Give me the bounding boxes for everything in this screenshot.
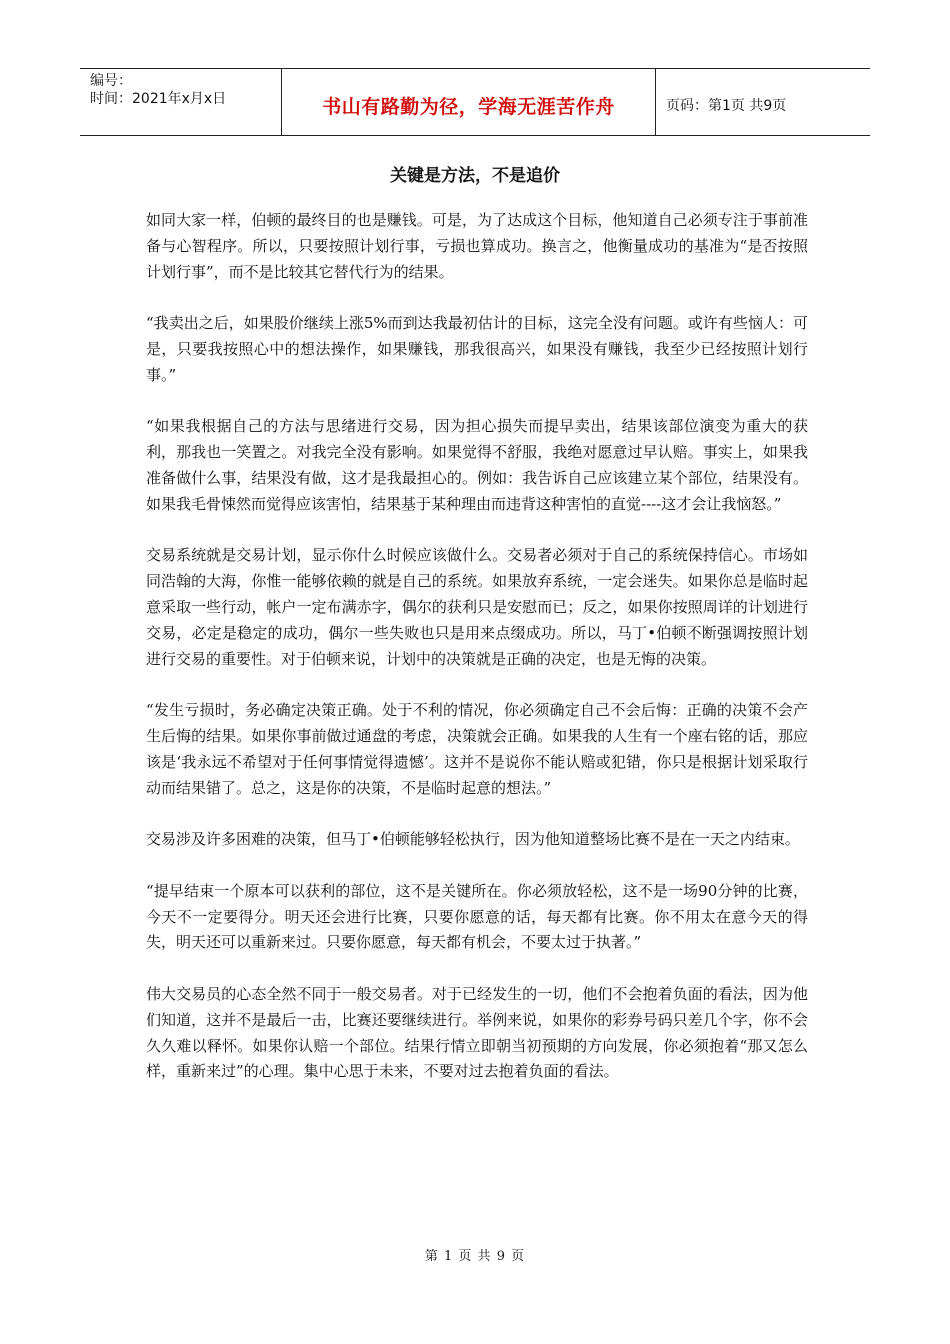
paragraph: 如同大家一样，伯顿的最终目的也是赚钱。可是，为了达成这个目标，他知道自己必须专注于事前准备与心智程序。所以，只要按照计划行事，亏损也算成功。换言之，他衡量成功的基准为“是否按照计划行事”，而不是比较其它替代行为的结果。 <box>146 211 808 281</box>
document-body <box>146 208 808 1111</box>
page-footer: 第 1 页 共 9 页 <box>424 1249 526 1264</box>
paragraph: 交易系统就是交易计划，显示你什么时候应该做什么。交易者必须对于自己的系统保持信心。市场如同浩翰的大海，你惟一能够依赖的就是自己的系统。如果放弃系统，一定会迷失。如果你总是临时起意采取一些行动，帐户一定布满赤字，偶尔的获利只是安慰而已；反之，如果你按照周详的计划进行交易，必定是稳定的成功，偶尔一些失败也只是用来点缀成功。所以，马丁•伯顿不断强调按照计划进行交易的重要性。对于伯顿来说，计划中的决策就是正确的决定，也是无悔的决策。 <box>146 546 808 668</box>
document-header <box>80 68 870 136</box>
paragraph: 交易涉及许多困难的决策，但马丁•伯顿能够轻松执行，因为他知道整场比赛不是在一天之内结束。 <box>146 830 800 849</box>
header-meta <box>80 69 282 135</box>
paragraph: “我卖出之后，如果股价继续上涨5%而到达我最初估计的目标，这完全没有问题。或许有些恼人：可是，只要我按照心中的想法操作，如果赚钱，那我很高兴，如果没有赚钱，我至少已经按照计划行事。” <box>146 314 808 384</box>
document-title: 关键是方法，不是追价 <box>390 166 560 186</box>
paragraph: 伟大交易员的心态全然不同于一般交易者。对于已经发生的一切，他们不会抱着负面的看法，因为他们知道，这并不是最后一击，比赛还要继续进行。举例来说，如果你的彩券号码只差几个字，你不会久久难以释怀。如果你认赔一个部位。结果行情立即朝当初预期的方向发展，你必须抱着“那又怎么样，重新来过”的心理。集中心思于未来，不要对过去抱着负面的看法。 <box>146 984 808 1081</box>
header-motto: 书山有路勤为径，学海无涯苦作舟 <box>282 69 656 135</box>
code-label: 编号： <box>90 73 132 89</box>
paragraph: “发生亏损时，务必确定决策正确。处于不利的情况，你必须确定自己不会后悔：正确的决策不会产生后悔的结果。如果你事前做过通盘的考虑，决策就会正确。如果我的人生有一个座右铭的话，那应该是‘我永远不希望对于任何事情觉得遗憾’。这并不是说你不能认赔或犯错，你只是根据计划采取行动而结果错了。总之，这是你的决策，不是临时起意的想法。” <box>146 701 808 797</box>
header-page-info: 页码：第1页 共9页 <box>666 98 787 114</box>
paragraph: “如果我根据自己的方法与思绪进行交易，因为担心损失而提早卖出，结果该部位演变为重大的获利，那我也一笑置之。对我完全没有影响。如果觉得不舒服，我绝对愿意过早认赔。事实上，如果我准备做什么事，结果没有做，这才是我最担心的。例如：我告诉自己应该建立某个部位，结果没有。如果我毛骨悚然而觉得应该害怕，结果基于某种理由而违背这种害怕的直觉----这才会让我恼怒。” <box>146 417 808 513</box>
paragraph: “提早结束一个原本可以获利的部位，这不是关键所在。你必须放轻松，这不是一场90分钟的比赛，今天不一定要得分。明天还会进行比赛，只要你愿意的话，每天都有比赛。你不用太在意今天的得失，明天还可以重新来过。只要你愿意，每天都有机会，不要太过于执著。” <box>146 881 808 952</box>
date-text: 时间：2021年x月x日 <box>90 91 227 107</box>
